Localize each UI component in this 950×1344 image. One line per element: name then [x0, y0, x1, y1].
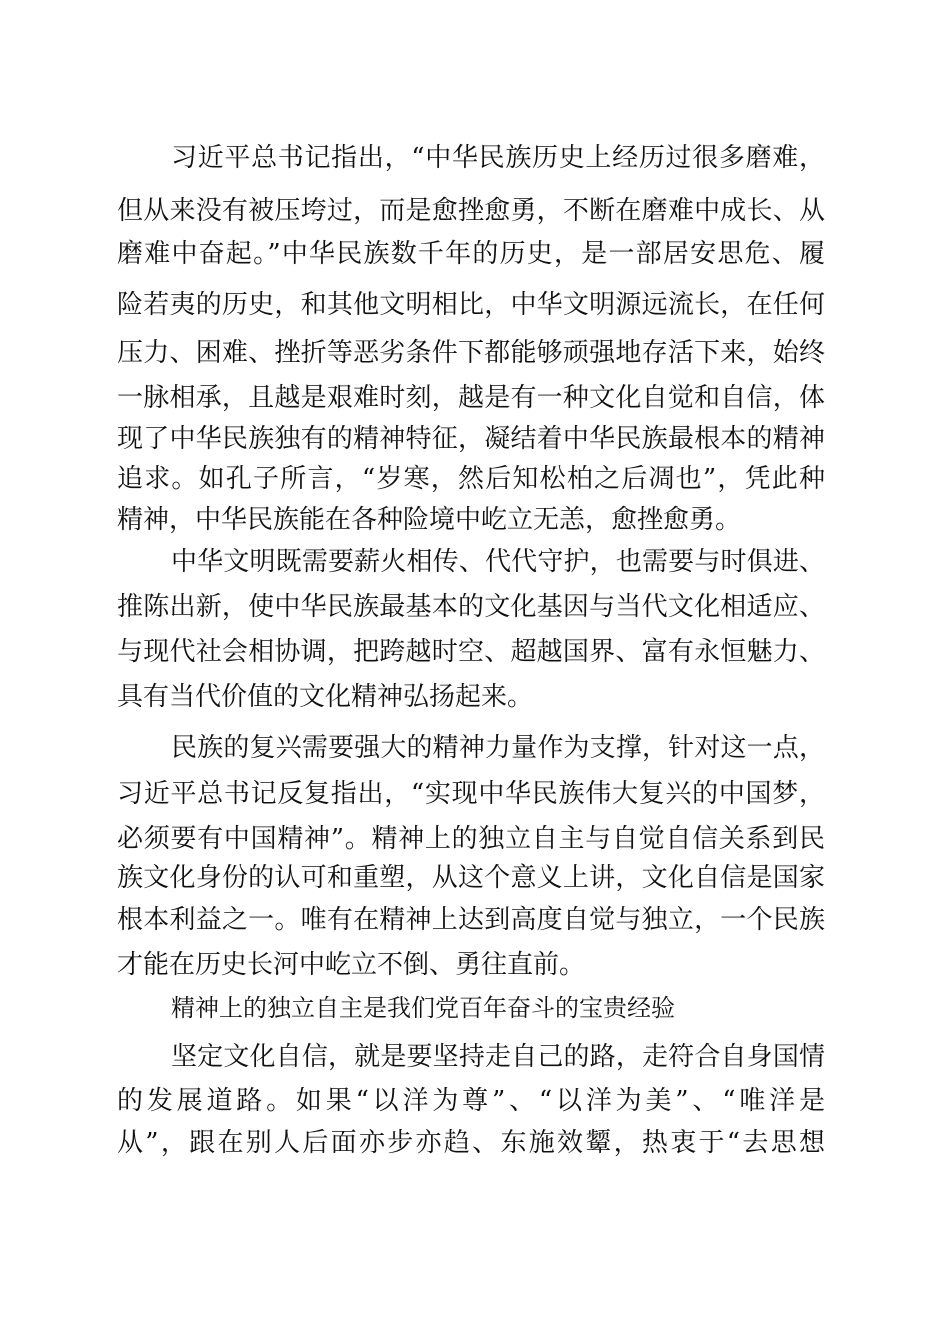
paragraph-line: 中华文明既需要薪火相传、代代守护，也需要与时俱进、 — [171, 547, 825, 577]
paragraph-line: 根本利益之一。唯有在精神上达到高度自觉与独立，一个民族 — [117, 905, 825, 935]
paragraph-line: 的发展道路。如果“以洋为尊”、“以洋为美”、“唯洋是 — [117, 1086, 825, 1116]
paragraph-line: 习近平总书记反复指出，“实现中华民族伟大复兴的中国梦， — [117, 779, 825, 809]
paragraph-line: 民族的复兴需要强大的精神力量作为支撑，针对这一点， — [171, 733, 825, 763]
section-heading: 精神上的独立自主是我们党百年奋斗的宝贵经验 — [171, 994, 675, 1022]
paragraph-line: 但从来没有被压垮过，而是愈挫愈勇，不断在磨难中成长、从 — [117, 196, 825, 226]
paragraph-line: 推陈出新，使中华民族最基本的文化基因与当代文化相适应、 — [117, 592, 825, 622]
paragraph-line: 磨难中奋起。”中华民族数千年的历史，是一部居安思危、履 — [117, 239, 825, 269]
paragraph-line: 与现代社会相协调，把跨越时空、超越国界、富有永恒魅力、 — [117, 637, 825, 667]
paragraph-line: 一脉相承，且越是艰难时刻，越是有一种文化自觉和自信，体 — [117, 383, 825, 413]
paragraph-line: 从”，跟在别人后面亦步亦趋、东施效颦，热衷于“去思想 — [117, 1128, 825, 1158]
paragraph-line: 压力、困难、挫折等恶劣条件下都能够顽强地存活下来，始终 — [117, 338, 825, 368]
paragraph-line: 习近平总书记指出，“中华民族历史上经历过很多磨难， — [171, 143, 825, 173]
paragraph-line: 族文化身份的认可和重塑，从这个意义上讲，文化自信是国家 — [117, 863, 825, 893]
paragraph-line: 才能在历史长河中屹立不倒、勇往直前。 — [117, 950, 586, 980]
paragraph-line: 现了中华民族独有的精神特征，凝结着中华民族最根本的精神 — [117, 424, 825, 454]
paragraph-line: 坚定文化自信，就是要坚持走自己的路，走符合自身国情 — [171, 1042, 825, 1072]
paragraph-line: 险若夷的历史，和其他文明相比，中华文明源远流长，在任何 — [117, 290, 825, 320]
paragraph-line: 必须要有中国精神”。精神上的独立自主与自觉自信关系到民 — [117, 824, 825, 854]
paragraph-line: 精神，中华民族能在各种险境中屹立无恙，愈挫愈勇。 — [117, 505, 742, 535]
paragraph-line: 追求。如孔子所言，“岁寒，然后知松柏之后凋也”，凭此种 — [117, 464, 825, 494]
paragraph-line: 具有当代价值的文化精神弘扬起来。 — [117, 682, 534, 712]
